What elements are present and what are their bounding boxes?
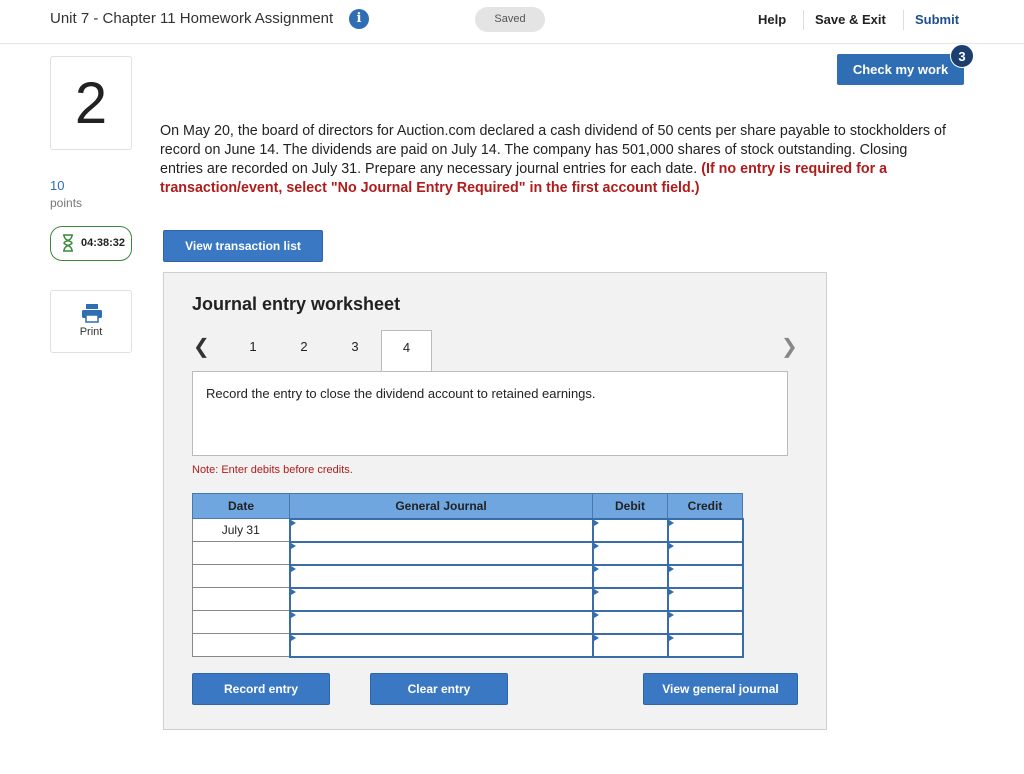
question-body: On May 20, the board of directors for Auction.com declared a cash dividend of 50 cents per share payable to stockholders of record on June 14. The dividends are paid on July 14. The company has 501,000 shares of stock outstanding. Closing entries are recorded on July 31. Prepare any necessary journal entries for each date. <box>160 123 946 177</box>
saved-status: Saved <box>475 7 545 32</box>
col-credit: Credit <box>668 494 743 519</box>
table-row <box>193 519 743 542</box>
assignment-title: Unit 7 - Chapter 11 Homework Assignment <box>50 10 334 27</box>
printer-icon <box>81 303 103 323</box>
date-cell <box>193 634 290 657</box>
date-cell: July 31 <box>193 519 290 542</box>
question-instruction: (If no entry is required for a transaction/event, select "No Journal Entry Required" in the first account field.) <box>160 161 888 196</box>
table-row <box>193 588 743 611</box>
col-general-journal: General Journal <box>290 494 593 519</box>
view-transaction-list-button[interactable]: View transaction list <box>163 230 323 262</box>
points-label: points <box>50 196 83 210</box>
chevron-left-icon[interactable]: ❮ <box>193 336 210 358</box>
table-row <box>193 611 743 634</box>
timer <box>50 226 132 261</box>
date-cell <box>193 542 290 565</box>
clear-entry-button[interactable]: Clear entry <box>370 673 508 705</box>
print-button[interactable] <box>50 290 132 353</box>
nav-divider <box>903 10 904 30</box>
top-bar <box>0 0 1024 44</box>
points-value: 10 <box>50 178 65 193</box>
entry-description: Record the entry to close the dividend account to retained earnings. <box>192 371 788 456</box>
table-row <box>193 634 743 657</box>
account-input[interactable] <box>290 611 593 634</box>
check-attempts-badge: 3 <box>950 44 974 68</box>
credit-input[interactable] <box>668 542 743 565</box>
debit-credit-note: Note: Enter debits before credits. <box>192 464 353 476</box>
worksheet-title: Journal entry worksheet <box>192 294 401 314</box>
tab-2[interactable]: 2 <box>300 339 308 354</box>
debit-input[interactable] <box>593 565 668 588</box>
credit-input[interactable] <box>668 588 743 611</box>
record-entry-button[interactable]: Record entry <box>192 673 330 705</box>
table-row <box>193 565 743 588</box>
hourglass-icon <box>61 234 75 252</box>
tab-4-active[interactable]: 4 <box>381 330 432 372</box>
nav-divider <box>803 10 804 30</box>
debit-input[interactable] <box>593 611 668 634</box>
account-input[interactable] <box>290 565 593 588</box>
credit-input[interactable] <box>668 565 743 588</box>
view-general-journal-button[interactable]: View general journal <box>643 673 798 705</box>
debit-input[interactable] <box>593 542 668 565</box>
debit-input[interactable] <box>593 634 668 657</box>
account-input[interactable] <box>290 542 593 565</box>
account-input[interactable] <box>290 634 593 657</box>
question-text <box>160 122 950 198</box>
date-cell <box>193 565 290 588</box>
print-label: Print <box>79 326 103 338</box>
date-cell <box>193 611 290 634</box>
info-icon[interactable]: i <box>349 9 369 29</box>
account-input[interactable] <box>290 588 593 611</box>
col-debit: Debit <box>593 494 668 519</box>
submit-link[interactable]: Submit <box>915 12 960 27</box>
account-input[interactable] <box>290 519 593 542</box>
debit-input[interactable] <box>593 588 668 611</box>
check-my-work-button[interactable]: Check my work <box>837 54 964 85</box>
chevron-right-icon[interactable]: ❯ <box>781 336 798 358</box>
tab-1[interactable]: 1 <box>249 339 257 354</box>
date-cell <box>193 588 290 611</box>
tab-3[interactable]: 3 <box>351 339 359 354</box>
table-row <box>193 542 743 565</box>
question-number: 2 <box>50 56 132 150</box>
journal-table <box>192 493 744 658</box>
debit-input[interactable] <box>593 519 668 542</box>
credit-input[interactable] <box>668 611 743 634</box>
credit-input[interactable] <box>668 634 743 657</box>
save-exit-link[interactable]: Save & Exit <box>815 12 886 27</box>
credit-input[interactable] <box>668 519 743 542</box>
help-link[interactable]: Help <box>758 12 787 27</box>
timer-value: 04:38:32 <box>81 237 126 249</box>
col-date: Date <box>193 494 290 519</box>
